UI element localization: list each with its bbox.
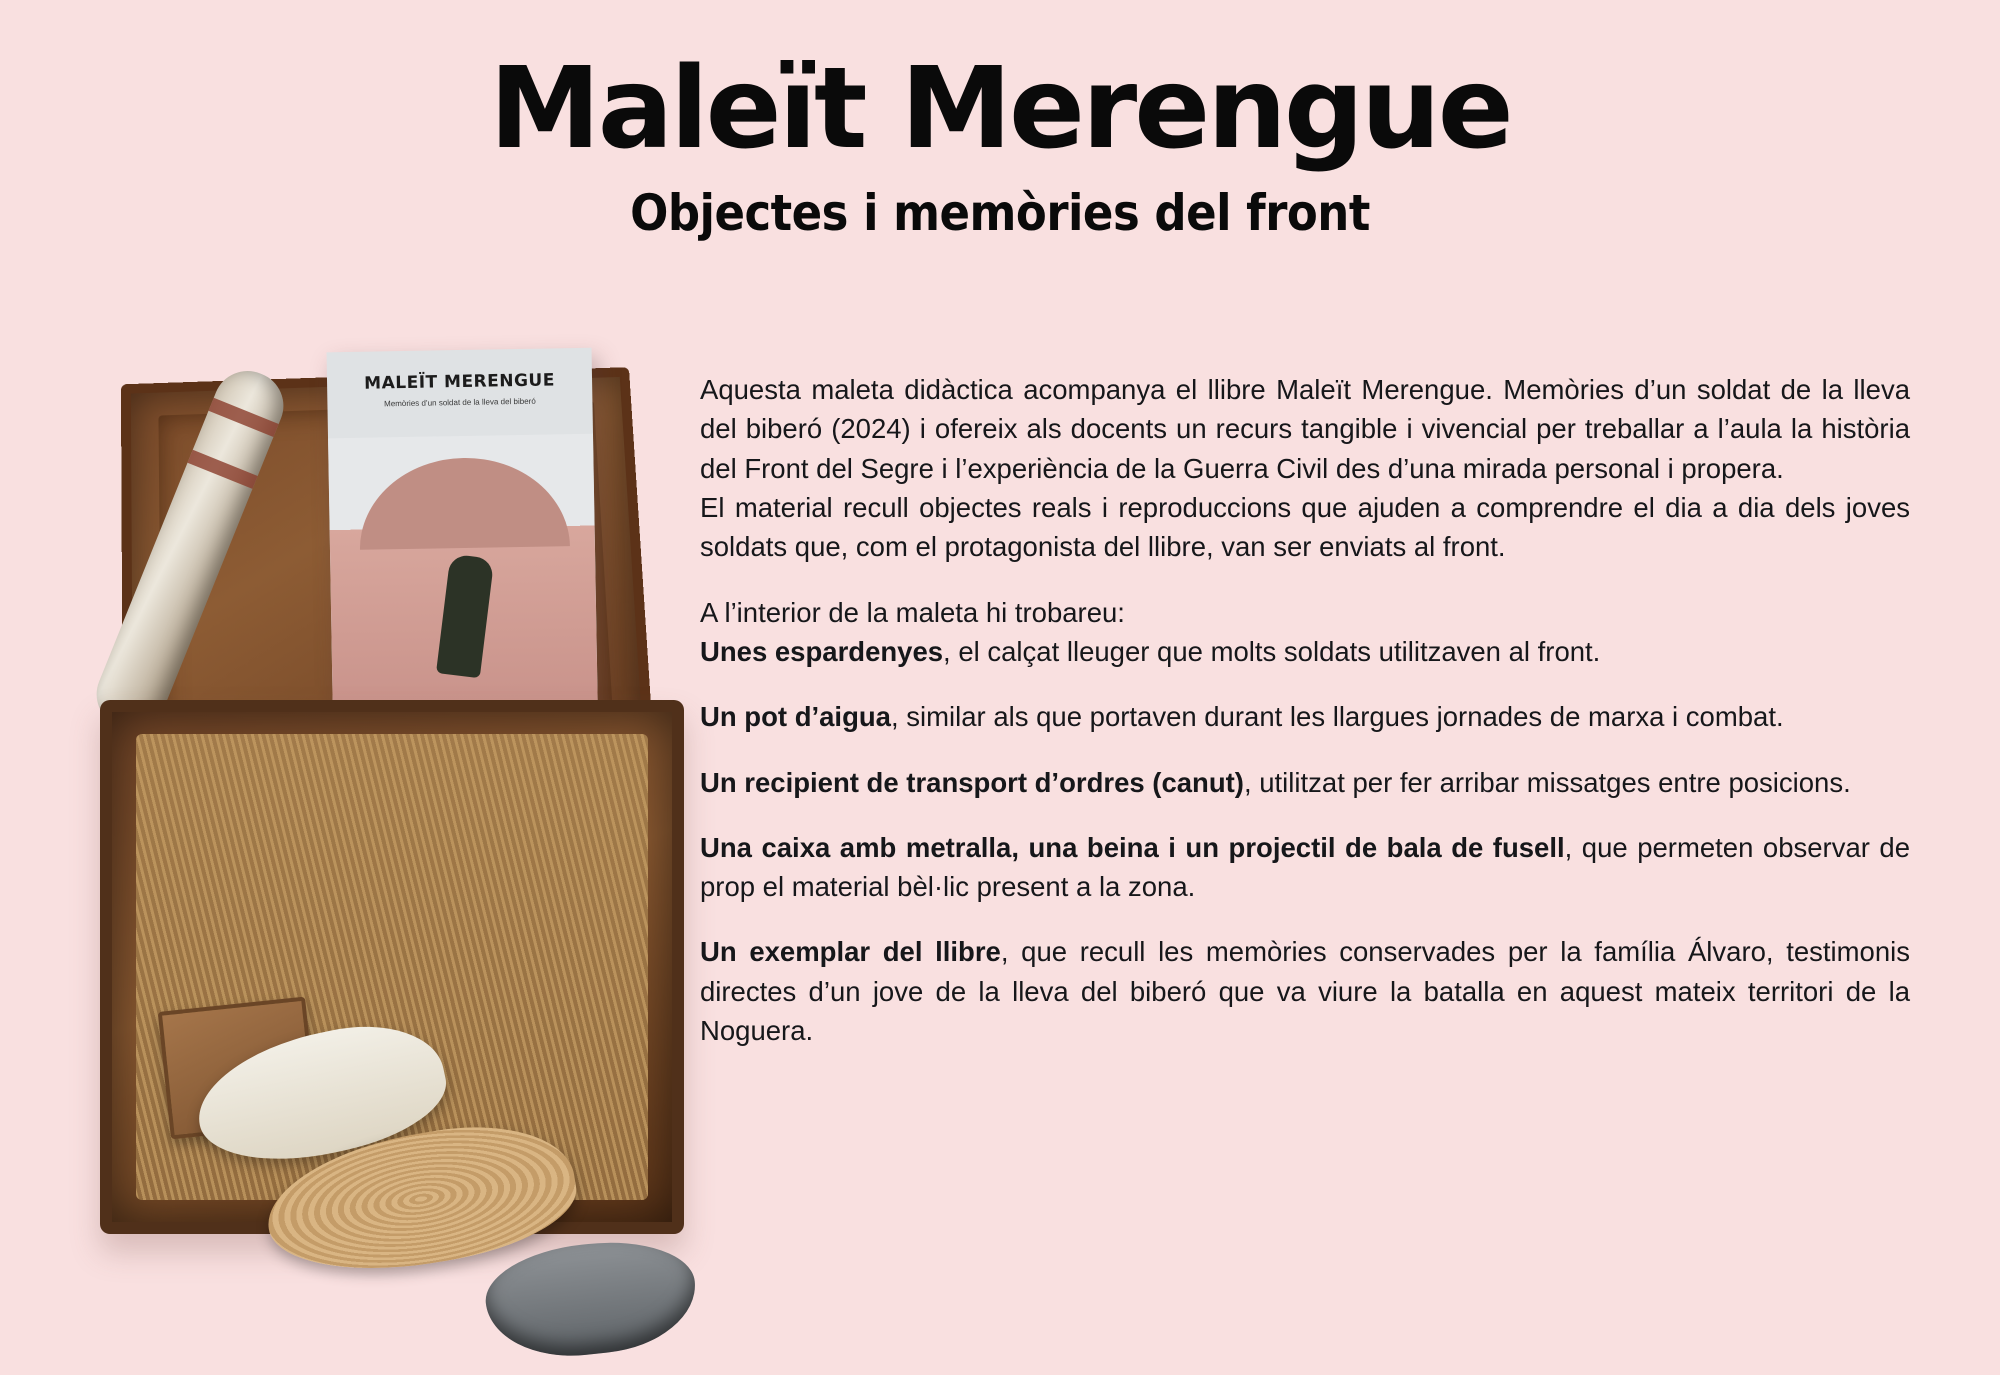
page-title: Maleït Merengue bbox=[489, 44, 1511, 174]
suitcase-photo-graphic bbox=[60, 340, 700, 1330]
poster-content bbox=[0, 330, 2000, 1375]
book-cover-title: MALEÏT MERENGUE bbox=[364, 370, 556, 394]
list-heading: A l’interior de la maleta hi trobareu: bbox=[700, 596, 1125, 628]
list-item-label: Un exemplar del llibre bbox=[700, 936, 1001, 968]
list-item bbox=[700, 828, 1910, 907]
description-column bbox=[700, 370, 1910, 1050]
list-item bbox=[700, 932, 1910, 1050]
list-item bbox=[700, 632, 1910, 671]
tube-band-top bbox=[208, 398, 278, 437]
book-cover-subtitle: Memòries d’un soldat de la lleva del biberó bbox=[384, 396, 536, 409]
list-item-label: Un recipient de transport d’ordres (canut) bbox=[700, 766, 1244, 798]
tube-band-bottom bbox=[188, 450, 258, 489]
book-cover-soldier-figure bbox=[436, 554, 494, 678]
list-item-text: , el calçat lleuger que molts soldats utilitzaven al front. bbox=[943, 635, 1601, 667]
suitcase-photo bbox=[60, 340, 700, 1330]
list-item-label: Un pot d’aigua bbox=[700, 701, 891, 733]
list-item-label: Una caixa amb metralla, una beina i un projectil de bala de fusell bbox=[700, 831, 1565, 863]
list-item-text: , que permeten observar de prop el material bèl·lic present a la zona. bbox=[700, 831, 1911, 903]
list-item bbox=[700, 763, 1910, 802]
book-cover-hill-shape bbox=[358, 456, 570, 550]
intro-paragraph-1: Aquesta maleta didàctica acompanya el llibre Maleït Merengue. Memòries d’un soldat de la lleva del biberó (2024) i ofereix als docents un recurs tangible i vivencial per treballar a l’aula la història del Front del Segre i l’experiència de la Guerra Civil des d’una mirada personal i propera. bbox=[700, 374, 1910, 484]
spacer-1 bbox=[700, 567, 1910, 593]
list-item bbox=[700, 697, 1910, 736]
list-item-text: , que recull les memòries conservades per la família Álvaro, testimonis directes d’un jove de la lleva del biberó que va viure la batalla en aquest mateix territori de la Noguera. bbox=[700, 936, 1910, 1047]
water-pot-object bbox=[481, 1233, 701, 1364]
list-item-label: Unes espardenyes bbox=[700, 635, 944, 667]
poster-header bbox=[0, 0, 2000, 242]
intro-paragraph-2: El material recull objectes reals i reproduccions que ajuden a comprendre el dia a dia dels joves soldats que, com el protagonista del llibre, van ser enviats al front. bbox=[700, 491, 1910, 563]
trunk-base-shape bbox=[100, 700, 684, 1234]
book-cover-illustration bbox=[328, 434, 598, 709]
page-subtitle: Objectes i memòries del front bbox=[630, 184, 1370, 243]
list-item-text: , similar als que portaven durant les llargues jornades de marxa i combat. bbox=[890, 701, 1784, 733]
book-cover bbox=[327, 348, 599, 753]
list-item-text: , utilitzat per fer arribar missatges entre posicions. bbox=[1243, 766, 1851, 798]
straw-bedding bbox=[136, 734, 648, 1200]
